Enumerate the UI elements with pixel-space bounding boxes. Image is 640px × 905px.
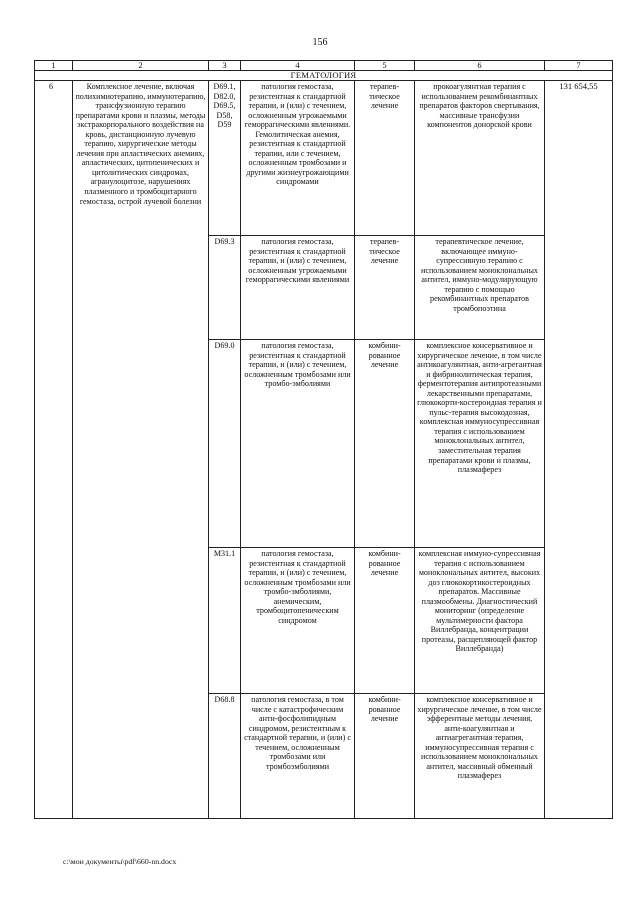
table-row: [35, 81, 613, 236]
entry-price: 131 654,55: [545, 81, 613, 819]
treatment-method: комплексное консервативное и хирургическое лечение, в том числе эфферентные методы лечения, анти-коагулянтная и антиагрегантная терапия, иммуносупрессивная терапия с использованием моноклональных антител, массивный обменный плазмаферез: [415, 694, 545, 819]
treatment-table: [34, 60, 613, 819]
patient-model: патология гемостаза, в том числе с катастрофическим анти-фосфолипидным синдромом, резистентным к стандартной терапии, и (или) с течением, осложненным тромбозами или тромбоэмболиями: [241, 694, 355, 819]
diagnosis-codes: D69.3: [209, 236, 241, 340]
patient-model: патология гемостаза, резистентная к стандартной терапии, и (или) с течением, осложненным тромбозами или тромбо-эмболиями, анемическим, тромбоцитопеническим синдромом: [241, 548, 355, 694]
column-header: 6: [415, 61, 545, 71]
column-header: 1: [35, 61, 73, 71]
entry-name: Комплексное лечение, включая полихимиотерапию, иммунотерапию, трансфузионную терапию препаратами крови и плазмы, методы экстракорпорального воздействия на кровь, дистанционную лучевую терапию, хирургические методы лечения при апластических анемиях, апластических, цитопенических и цитолитических синдромах, агранулоцитозе, нарушениях плазменного и тромбоцитарного гемостаза, острой лучевой болезни: [73, 81, 209, 819]
column-header: 3: [209, 61, 241, 71]
file-path-footer: c:\мои документы\pdf\660-nn.docx: [63, 857, 177, 866]
column-header-row: [35, 61, 613, 71]
diagnosis-codes: D69.1, D82.0, D69.5, D58, D59: [209, 81, 241, 236]
column-header: 7: [545, 61, 613, 71]
diagnosis-codes: D69.0: [209, 340, 241, 548]
treatment-type: терапев-тическое лечение: [355, 236, 415, 340]
diagnosis-codes: M31.1: [209, 548, 241, 694]
section-title: ГЕМАТОЛОГИЯ: [35, 71, 613, 81]
treatment-type: комбини-рованное лечение: [355, 548, 415, 694]
page-number: 156: [312, 37, 328, 48]
patient-model: патология гемостаза, резистентная к стандартной терапии, и (или) с течением, осложненным угрожаемыми геморрагическими явлениями: [241, 236, 355, 340]
section-row: [35, 71, 613, 81]
patient-model: патология гемостаза, резистентная к стандартной терапии, и (или) с течением, осложненным угрожаемыми геморрагическими явлениями. Гемолитическая анемия, резистентная к стандартной терапии, или с течением, осложненным тромбозами и другими жизнеугрожающими синдромами: [241, 81, 355, 236]
patient-model: патология гемостаза, резистентная к стандартной терапии, и (или) с течением, осложненным тромбозами или тромбо-эмболиями: [241, 340, 355, 548]
treatment-method: прокоагулянтная терапия с использованием рекомбинантных препаратов факторов свертывания, массивные трансфузии компонентов донорской крови: [415, 81, 545, 236]
treatment-type: комбини-рованное лечение: [355, 694, 415, 819]
column-header: 4: [241, 61, 355, 71]
treatment-type: комбини-рованное лечение: [355, 340, 415, 548]
treatment-type: терапев-тическое лечение: [355, 81, 415, 236]
treatment-method: комплексное консервативное и хирургическое лечение, в том числе антикоагулянтная, анти-агрегантная и фибринолитическая терапия, ферментотерапия антипротеазными лекарственными препаратами, глюкокорти-костероидная терапия и пульс-терапия высокодозная, комплексная иммуносупрессивная терапия с использованием моноклональных антител, заместительная терапия препаратами крови и плазмы, плазмаферез: [415, 340, 545, 548]
entry-number: 6: [35, 81, 73, 819]
treatment-method: терапевтическое лечение, включающее иммуно-супрессивную терапию с использованием моноклональных антител, иммуно-модулирующую терапию с помощью рекомбинантных препаратов тромбопоэтина: [415, 236, 545, 340]
treatment-method: комплексная иммуно-супрессивная терапия с использованием моноклональных антител, высоких доз глюкокортикостероидных препаратов. Массивные плазмообмены. Диагностический мониторинг (определение мультимерности фактора Виллебранда, концентрации протеазы, расщепляющей фактор Виллебранда): [415, 548, 545, 694]
diagnosis-codes: D68.8: [209, 694, 241, 819]
column-header: 5: [355, 61, 415, 71]
column-header: 2: [73, 61, 209, 71]
